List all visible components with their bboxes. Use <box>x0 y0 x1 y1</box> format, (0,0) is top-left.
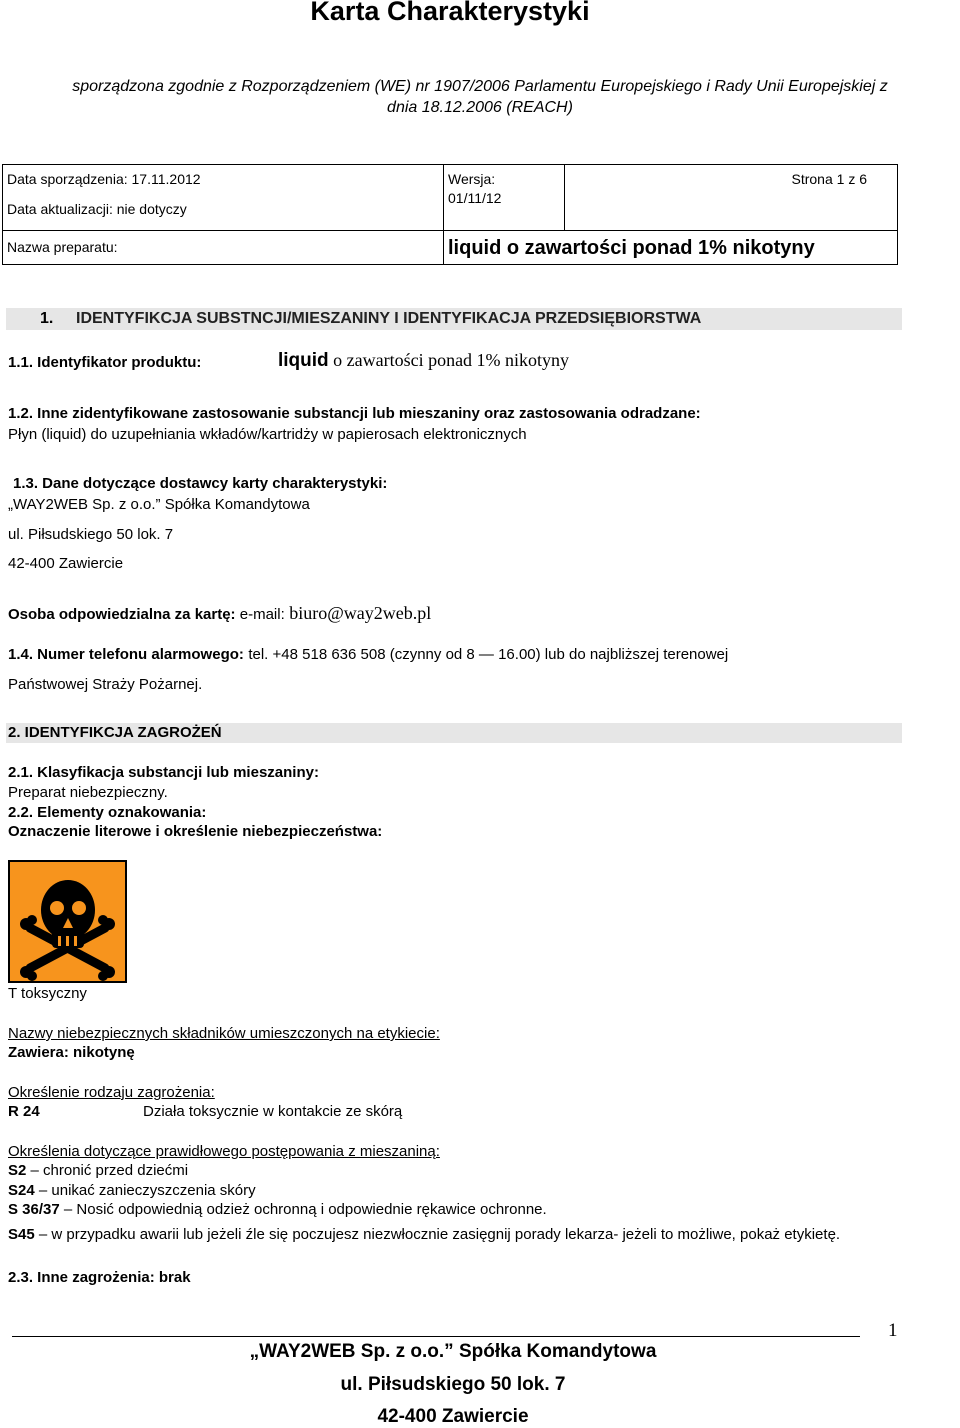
footer-city: 42-400 Zawiercie <box>377 1406 529 1427</box>
supplier-label: 1.3. Dane dotyczące dostawcy karty charakterystyki: <box>13 475 388 492</box>
safety-phrase <box>8 1226 840 1243</box>
product-identifier-value-b: o zawartości ponad 1% nikotyny <box>333 350 570 370</box>
label-elements-label: 2.2. Elementy oznakowania: <box>8 804 207 821</box>
emergency-phone-line <box>8 646 900 664</box>
date-updated: Data aktualizacji: nie dotyczy <box>7 201 187 217</box>
regulation-line-2: dnia 18.12.2006 (REACH) <box>387 99 573 116</box>
preparation-name: liquid o zawartości ponad 1% nikotyny <box>448 237 815 259</box>
safety-phrase-text: – unikać zanieczyszczenia skóry <box>34 1182 256 1199</box>
contact-email[interactable]: biuro@way2web.pl <box>289 603 432 623</box>
section2-heading: 2. IDENTYFIKCJA ZAGROŻEŃ <box>8 724 222 741</box>
date-created: Data sporządzenia: 17.11.2012 <box>7 171 201 187</box>
version-cell <box>444 165 565 231</box>
classification-label: 2.1. Klasyfikacja substancji lub mieszaniny: <box>8 764 319 781</box>
preparation-label-cell <box>3 231 444 265</box>
toxic-hazard-pictogram <box>8 860 127 983</box>
version-value: 01/11/12 <box>448 190 502 206</box>
safety-phrase-code: S45 <box>8 1226 35 1243</box>
page-cell <box>565 165 898 231</box>
classification-value: Preparat niebezpieczny. <box>8 784 168 801</box>
section1-heading-number: 1. <box>40 310 54 327</box>
contains-text: Zawiera: nikotynę <box>8 1044 135 1061</box>
label-components-heading: Nazwy niebezpiecznych składników umieszczonych na etykiecie: <box>8 1025 440 1042</box>
preparation-name-cell <box>444 231 898 265</box>
risk-code: R 24 <box>8 1103 40 1120</box>
uses-label: 1.2. Inne zidentyfikowane zastosowanie substancji lub mieszaniny oraz zastosowania odradzane: <box>8 405 701 422</box>
safety-phrase <box>8 1182 256 1199</box>
product-identifier-label: 1.1. Identyfikator produktu: <box>8 354 202 371</box>
safety-phrase <box>8 1201 547 1218</box>
version-label: Wersja: <box>448 171 496 187</box>
safety-phrase-text: – chronić przed dziećmi <box>26 1162 189 1179</box>
supplier-city: 42-400 Zawiercie <box>8 555 124 572</box>
risk-text: Działa toksycznie w kontakcie ze skórą <box>143 1103 403 1120</box>
contact-email-label: e-mail: <box>235 606 285 623</box>
other-hazards: 2.3. Inne zagrożenia: brak <box>8 1269 191 1286</box>
safety-phrase-text: – Nosić odpowiednią odzież ochronną i odpowiednie rękawice ochronne. <box>59 1201 547 1218</box>
hazard-caption: T toksyczny <box>8 985 87 1002</box>
regulation-line-1: sporządzona zgodnie z Rozporządzeniem (WE) nr 1907/2006 Parlamentu Europejskiego i Rady Unii Europejskiej z <box>72 78 888 95</box>
emergency-text: tel. +48 518 636 508 (czynny od 8 — 16.00) lub do najbliższej terenowej <box>248 646 729 663</box>
product-identifier-value-a: liquid <box>278 350 329 371</box>
document-title: Karta Charakterystyki <box>310 0 590 26</box>
uses-value: Płyn (liquid) do uzupełniania wkładów/kartridży w papierosach elektronicznych <box>8 426 527 443</box>
contact-person <box>8 603 431 624</box>
safety-phrase <box>8 1162 188 1179</box>
safety-heading: Określenia dotyczące prawidłowego postępowania z mieszaniną: <box>8 1143 440 1160</box>
safety-phrase-code: S24 <box>8 1182 35 1199</box>
page-indicator: Strona 1 z 6 <box>791 171 867 187</box>
product-identifier-value <box>278 350 569 372</box>
page-number: 1 <box>888 1320 898 1341</box>
emergency-label: 1.4. Numer telefonu alarmowego: <box>8 646 244 663</box>
skull-crossbones-icon <box>8 860 127 983</box>
safety-phrase-code: S2 <box>8 1162 27 1179</box>
contact-label: Osoba odpowiedzialna za kartę: <box>8 606 236 623</box>
emergency-text-2: Państwowej Straży Pożarnej. <box>8 676 203 693</box>
supplier-street: ul. Piłsudskiego 50 lok. 7 <box>8 526 174 543</box>
footer-company: „WAY2WEB Sp. z o.o.” Spółka Komandytowa <box>249 1341 657 1362</box>
footer-rule <box>12 1336 860 1337</box>
safety-phrase-code: S 36/37 <box>8 1201 60 1218</box>
risk-heading: Określenie rodzaju zagrożenia: <box>8 1084 215 1101</box>
supplier-company: „WAY2WEB Sp. z o.o.” Spółka Komandytowa <box>8 496 310 513</box>
preparation-label: Nazwa preparatu: <box>7 239 118 255</box>
letter-designation-label: Oznaczenie literowe i określenie niebezpieczeństwa: <box>8 823 383 840</box>
dates-cell <box>3 165 444 231</box>
safety-phrase-text: – w przypadku awarii lub jeżeli źle się poczujesz niezwłocznie zasięgnij porady lekarza- jeżeli to możliwe, pokaż etykietę. <box>34 1226 841 1243</box>
document-info-table <box>2 164 898 265</box>
footer-street: ul. Piłsudskiego 50 lok. 7 <box>340 1374 566 1395</box>
section1-heading: IDENTYFIKCJA SUBSTNCJI/MIESZANINY I IDENTYFIKACJA PRZEDSIĘBIORSTWA <box>76 310 702 327</box>
